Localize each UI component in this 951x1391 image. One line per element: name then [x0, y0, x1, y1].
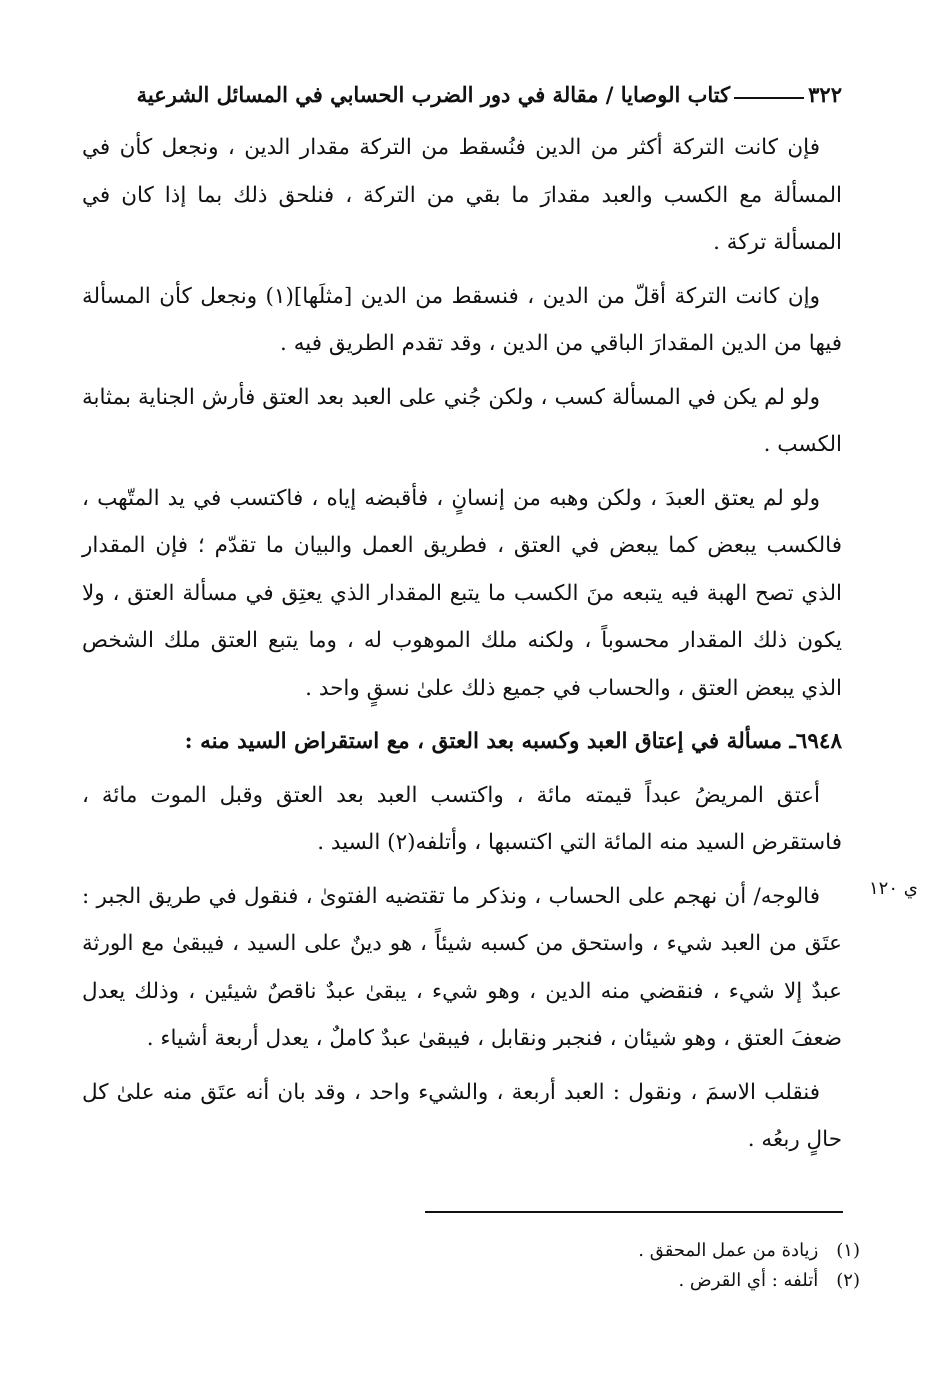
page-number: ٣٢٢	[808, 81, 842, 107]
paragraph: فنقلب الاسمَ ، ونقول : العبد أربعة ، والشيء واحد ، وقد بان أنه عتَق منه علىٰ كل حالٍ ربعُه .	[82, 1079, 842, 1152]
paragraph: أعتق المريضُ عبداً قيمته مائة ، واكتسب العبد بعد العتق وقبل الموت مائة ، فاستقرض السيد منه المائة التي اكتسبها ، وأتلفه(٢) السيد .	[82, 782, 842, 855]
footnote-text: أتلفه : أي القرض .	[678, 1270, 819, 1291]
paragraph: فالوجه/ أن نهجم على الحساب ، ونذكر ما تقتضيه الفتوىٰ ، فنقول في طريق الجبر : عتَق من العبد شيء ، واستحق من كسبه شيئاً ، هو دينٌ على السيد ، فيبقىٰ مع الورثة عبدٌ إلا شيء ، فنقضي منه الدين ، وهو شيء ، يبقىٰ عبدٌ ناقصٌ شيئين ، وذلك يعدل ضعفَ العتق ، وهو شيئان ، فنجبر ونقابل ، فيبقىٰ عبدٌ كاملٌ ، يعدل أربعة أشياء .	[82, 883, 842, 1051]
footnote-text: زيادة من عمل المحقق .	[638, 1240, 819, 1261]
manuscript-folio-note: ي ١٢٠	[869, 878, 918, 899]
running-header	[82, 74, 842, 114]
footnote-number: (١)	[836, 1240, 860, 1261]
header-rule	[734, 97, 804, 99]
footnote-divider	[425, 1211, 843, 1213]
footnotes	[400, 1236, 860, 1296]
running-title: كتاب الوصايا / مقالة في دور الضرب الحسابي في المسائل الشرعية	[136, 81, 731, 107]
paragraph: وإن كانت التركة أقلّ من الدين ، فنسقط من الدين [مثلَها](١) ونجعل كأن المسألة فيها من الدين المقدارَ الباقي من الدين ، وقد تقدم الطريق فيه .	[82, 283, 842, 356]
paragraph: ولو لم يكن في المسألة كسب ، ولكن جُني على العبد بعد العتق فأرش الجناية بمثابة الكسب .	[82, 384, 842, 457]
issue-heading: ٦٩٤٨ـ مسألة في إعتاق العبد وكسبه بعد العتق ، مع استقراض السيد منه :	[184, 729, 842, 754]
footnote-item	[400, 1266, 860, 1296]
footnote-item	[400, 1236, 860, 1266]
paragraph: فإن كانت التركة أكثر من الدين فنُسقط من التركة مقدار الدين ، ونجعل كأن في المسألة مع الكسب والعبد مقدارَ ما بقي من التركة ، فنلحق ذلك بما إذا كان في المسألة تركة .	[82, 135, 842, 255]
paragraph: ولو لم يعتق العبدَ ، ولكن وهبه من إنسانٍ ، فأقبضه إياه ، فاكتسب في يد المتّهب ، فالكسب يبعض كما يبعض في العتق ، فطريق العمل والبيان ما تقدّم ؛ فإن المقدار الذي تصح الهبة فيه يتبعه منَ الكسب ما يتبع المقدار الذي يعتِق في مسألة العتق ، ولا يكون ذلك المقدار محسوباً ، ولكنه ملك الموهوب له ، وما يتبع العتق ملك الشخص الذي يبعض العتق ، والحساب في جميع ذلك علىٰ نسقٍ واحد .	[82, 485, 842, 701]
main-text	[82, 124, 842, 1170]
footnote-number: (٢)	[836, 1270, 860, 1291]
